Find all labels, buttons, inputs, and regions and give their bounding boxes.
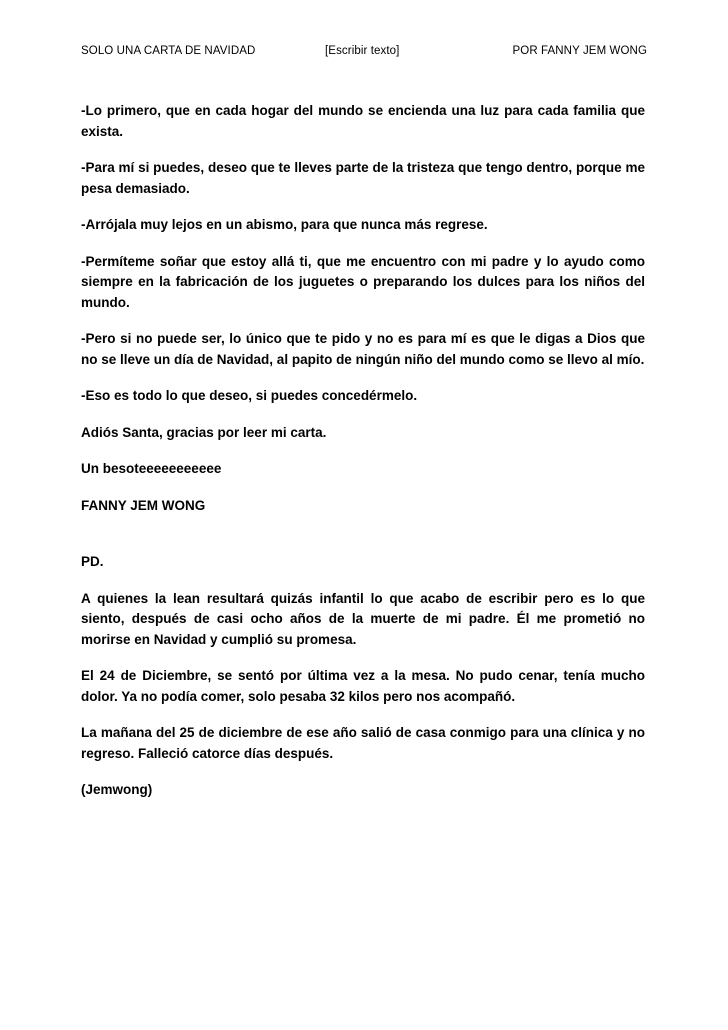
paragraph-kisses: Un besoteeeeeeeeeee bbox=[81, 461, 222, 476]
paragraph-dream-father: -Permíteme soñar que estoy allá ti, que me encuentro con mi padre y lo ayudo como siempre en la fabricación de los juguetes o preparando los dulces para los niños del mundo. bbox=[81, 253, 645, 310]
paragraph-wish-light: -Lo primero, que en cada hogar del mundo se encienda una luz para cada familia que exista. bbox=[81, 103, 645, 139]
paragraph-ask-god: -Pero si no puede ser, lo único que te pido y no es para mí es que le digas a Dios que no se lleve un día de Navidad, al papito de ningún niño del mundo como se llevo al mío. bbox=[81, 331, 645, 367]
paragraph-postscript-2: El 24 de Diciembre, se sentó por última vez a la mesa. No pudo cenar, tenía mucho dolor. Ya no podía comer, solo pesaba 32 kilos pero nos acompañó. bbox=[81, 668, 645, 704]
postscript-heading: PD. bbox=[81, 554, 104, 569]
paragraph-postscript-3: La mañana del 25 de diciembre de ese año salió de casa conmigo para una clínica y no regreso. Falleció catorce días después. bbox=[81, 725, 645, 761]
header-right-text: POR FANNY JEM WONG bbox=[512, 45, 647, 57]
page-header bbox=[81, 43, 647, 59]
paragraph-wish-sadness: -Para mí si puedes, deseo que te lleves parte de la tristeza que tengo dentro, porque me pesa demasiado. bbox=[81, 160, 645, 196]
closing-tag: (Jemwong) bbox=[81, 782, 153, 797]
paragraph-goodbye: Adiós Santa, gracias por leer mi carta. bbox=[81, 424, 327, 440]
letter-body bbox=[81, 101, 645, 817]
header-center-placeholder[interactable]: [Escribir texto] bbox=[325, 45, 400, 57]
paragraph-postscript-1: A quienes la lean resultará quizás infantil lo que acabo de escribir pero es lo que siento, después de casi ocho años de la muerte de mi padre. Él me prometió no morirse en Navidad y cumplió su promesa. bbox=[81, 590, 645, 647]
signature: FANNY JEM WONG bbox=[81, 497, 206, 513]
paragraph-that-is-all: -Eso es todo lo que deseo, si puedes concedérmelo. bbox=[81, 388, 418, 403]
paragraph-throw-away: -Arrójala muy lejos en un abismo, para que nunca más regrese. bbox=[81, 217, 488, 232]
header-left-text: SOLO UNA CARTA DE NAVIDAD bbox=[81, 45, 256, 57]
